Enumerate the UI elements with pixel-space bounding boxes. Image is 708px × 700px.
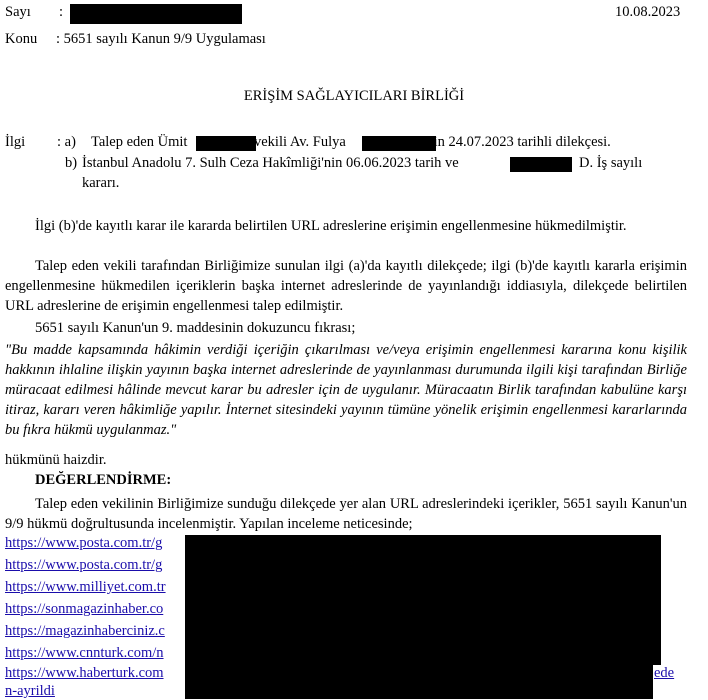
- ilgi-a-prefix: : a): [57, 134, 76, 150]
- url-link[interactable]: https://www.cnnturk.com/n: [5, 645, 164, 661]
- redaction-box: [362, 136, 436, 151]
- ilgi-a-text-1: Talep eden Ümit: [91, 134, 188, 150]
- url-link-wrap[interactable]: n-ayrildi: [5, 683, 55, 699]
- ilgi-a-text-2: vekili Av. Fulya: [254, 134, 346, 150]
- url-link-tail[interactable]: ede: [654, 665, 675, 681]
- redaction-box: [185, 535, 661, 665]
- sayi-label: Sayı: [5, 4, 31, 20]
- section-heading: DEĞERLENDİRME:: [35, 472, 172, 488]
- redaction-box: [185, 665, 653, 699]
- redaction-box: [510, 157, 572, 172]
- paragraph-3: 5651 sayılı Kanun'un 9. maddesinin dokuzuncu fıkrası;: [35, 320, 356, 336]
- law-quote: "Bu madde kapsamında hâkimin verdiği içeriğin çıkarılması ve/veya erişimin engellenmesi kararına konu kişilik hakkının ihlaline ilişkin yayının başka internet adreslerinde de yayınlanması durumunda ilgili kişi tarafından Birliğe müracaat edilmesi hâlinde mevcut karar bu adresler için de uygulanır. Müracaatın Birlik tarafından kabulüne karşı itiraz, kararı veren hâkimliğe yapılır. İnternet sitesindeki yayının tümüne yönelik erişimin engellenmesi kararlarında bu fıkra hükmü uygulanmaz.": [5, 342, 687, 438]
- redaction-box: [196, 136, 256, 151]
- paragraph-1: İlgi (b)'de kayıtlı karar ile kararda belirtilen URL adreslerine erişimin engellenmesine hükmedilmiştir.: [35, 218, 627, 234]
- url-link[interactable]: https://www.haberturk.com: [5, 665, 164, 681]
- ilgi-b-text-3: kararı.: [82, 175, 120, 191]
- url-link[interactable]: https://www.milliyet.com.tr: [5, 579, 166, 595]
- ilgi-a-text-3: 'in 24.07.2023 tarihli dilekçesi.: [431, 134, 611, 150]
- document-date: 10.08.2023: [615, 4, 681, 20]
- redaction-box: [70, 4, 242, 24]
- ilgi-b-text-1: İstanbul Anadolu 7. Sulh Ceza Hakîmliği'nin 06.06.2023 tarih ve: [82, 155, 459, 171]
- ilgi-label: İlgi: [5, 134, 26, 150]
- paragraph-5: Talep eden vekilinin Birliğimize sunduğu dilekçede yer alan URL adreslerindeki içerikler, 5651 sayılı Kanun'un 9/9 hükmü doğrultusunda incelenmiştir. Yapılan inceleme neticesinde;: [5, 496, 687, 532]
- paragraph-2: Talep eden vekili tarafından Birliğimize sunulan ilgi (a)'da kayıtlı dilekçede; ilgi (b)'de kayıtlı kararla erişimin engellenmesine hükmedilen içeriklerin başka internet adreslerinde de yayınlandığı iddiasıyla, dilekçede belirtilen URL adreslerine de erişimin engellenmesi talep edilmiştir.: [5, 258, 687, 314]
- url-link[interactable]: https://www.posta.com.tr/g: [5, 535, 163, 551]
- ilgi-b-text-2: D. İş sayılı: [579, 155, 643, 171]
- sayi-colon: :: [59, 4, 64, 20]
- url-link[interactable]: https://www.posta.com.tr/g: [5, 557, 163, 573]
- konu-label: Konu: [5, 31, 38, 47]
- konu-value: : 5651 sayılı Kanun 9/9 Uygulaması: [56, 31, 266, 47]
- url-link[interactable]: https://magazinhaberciniz.c: [5, 623, 165, 639]
- paragraph-4: hükmünü haizdir.: [5, 452, 107, 468]
- page-title: ERİŞİM SAĞLAYICILARI BİRLİĞİ: [243, 88, 465, 104]
- ilgi-b-prefix: b): [65, 155, 78, 171]
- url-link[interactable]: https://sonmagazinhaber.co: [5, 601, 164, 617]
